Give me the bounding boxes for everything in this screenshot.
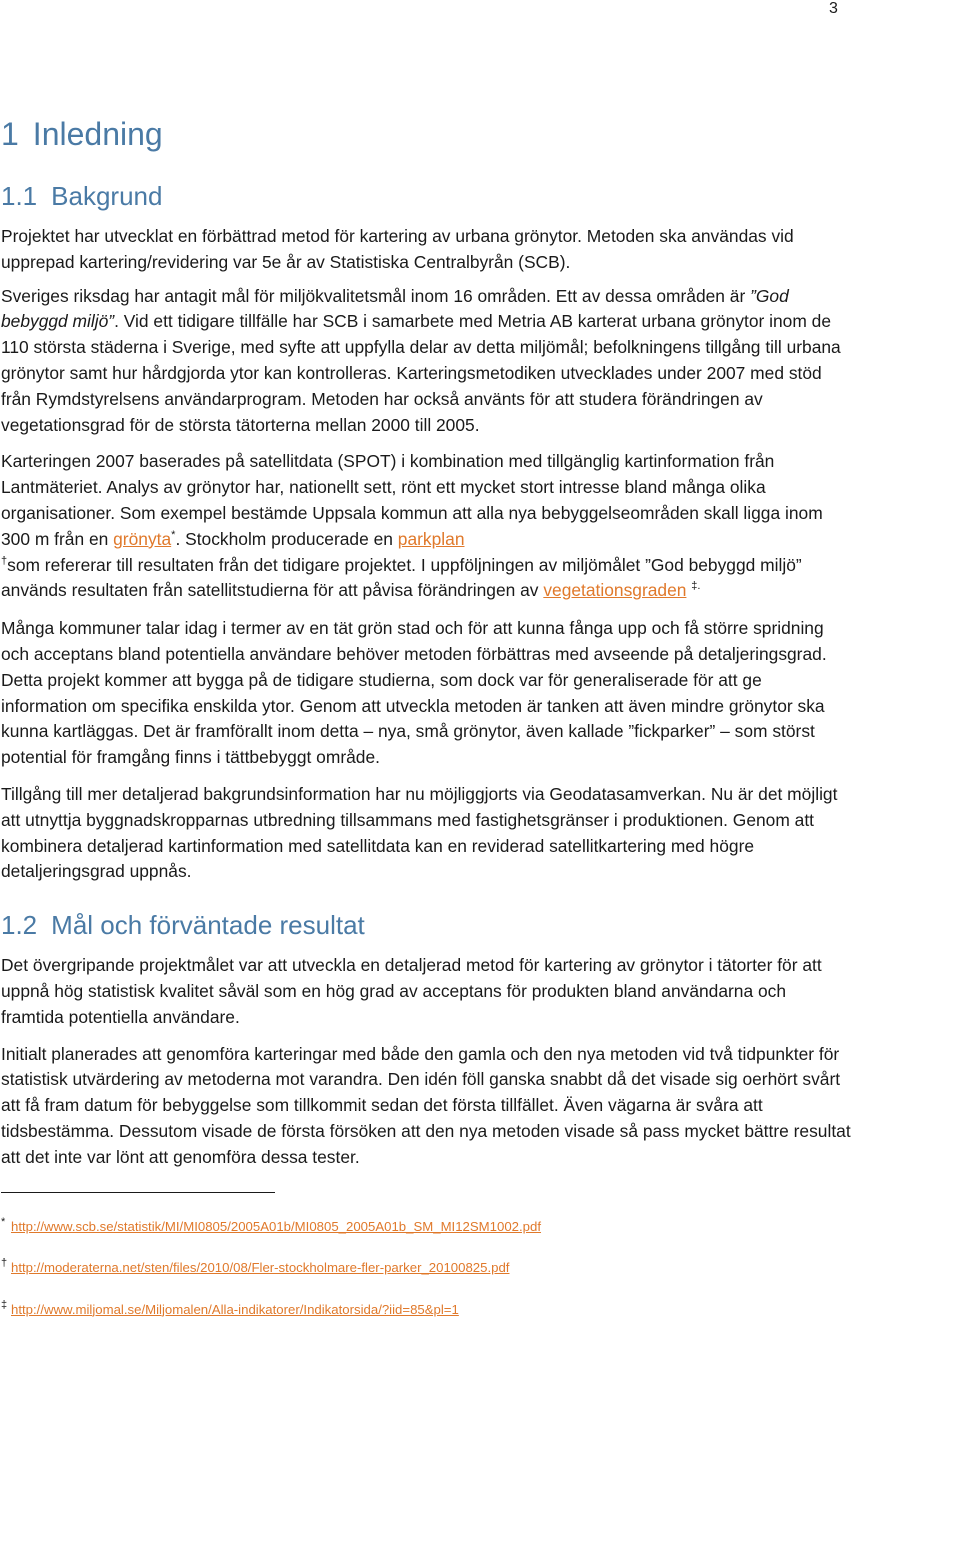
paragraph-1: Projektet har utvecklat en förbättrad metod för kartering av urbana grönytor. Metoden ska användas vid upprepad kartering/revidering var 5e år av Statistiska Centralbyrån (SCB). <box>1 226 794 272</box>
footnote-ref-3[interactable]: ‡. <box>691 580 701 593</box>
page-number: 3 <box>829 0 838 17</box>
section-number: 1.1 <box>1 181 38 211</box>
paragraph-3-part-c: som refererar till resultaten från det tidigare projektet. I uppföljningen av miljömålet ”God bebyggd miljö” används resultaten från satellitstudierna för att påvisa förändringen av <box>1 554 802 601</box>
chapter-title: Inledning <box>32 116 163 152</box>
footnote-separator <box>1 1192 275 1193</box>
section-heading-bakgrund <box>1 178 851 214</box>
section-title: Bakgrund <box>51 181 163 211</box>
chapter-number: 1 <box>1 116 19 152</box>
paragraph-2 <box>1 284 851 439</box>
paragraph-3-part-b: . Stockholm producerade en <box>175 528 398 549</box>
paragraph-6: Det övergripande projektmålet var att utveckla en detaljerad metod för kartering av grönytor i tätorter för att uppnå hög statistisk kvalitet såväl som en hög grad av acceptans för produkten bland användarna och framtida potentiella användare. <box>1 955 822 1027</box>
link-vegetationsgraden[interactable]: vegetationsgraden <box>543 580 687 601</box>
footnote-ref-1[interactable]: * <box>171 528 176 541</box>
footnote-mark: * <box>1 1215 6 1228</box>
paragraph-2-italic: ”God bebyggd miljö” <box>1 285 789 332</box>
footnote-1 <box>1 1213 851 1236</box>
paragraph-3 <box>1 449 851 604</box>
link-parkplan[interactable]: parkplan <box>397 528 465 549</box>
footnote-link-2[interactable]: http://moderaterna.net/sten/files/2010/08/Fler-stockholmare-fler-parker_20100825.pdf <box>11 1259 510 1275</box>
footnote-3 <box>1 1296 851 1319</box>
section-number: 1.2 <box>1 910 38 941</box>
footnote-mark: ‡ <box>1 1298 8 1311</box>
paragraph-4: Många kommuner talar idag i termer av en tät grön stad och för att kunna fånga upp och få större spridning och acceptans bland potentiella användare behöver metoden förbättras med avseende på detaljeringsgrad. Detta projekt kommer att bygga på de tidigare studierna, som dock var för generaliserade för att ge information om specifika enskilda ytor. Genom att utveckla metoden är tanken att även mindre grönytor ska kunna kartläggas. Det är framförallt inom detta – nya, små grönytor, även kallade ”fickparker” – som störst potential för framgång finns i tättbebyggt område. <box>1 618 827 768</box>
paragraph-2-part-a: Sveriges riksdag har antagit mål för miljökvalitetsmål inom 16 områden. Ett av dessa områden är <box>1 285 751 306</box>
footnote-mark: † <box>1 1256 8 1269</box>
link-gronyta[interactable]: grönyta <box>113 528 172 549</box>
paragraph-7: Initialt planerades att genomföra karteringar med både den gamla och den nya metoden vid två tidpunkter för statistisk utvärdering av metoderna mot varandra. Den idén föll ganska snabbt då det visade sig oerhört svårt att få fram datum för bebyggelse som tillkommit sedan det första tillfället. Även vägarna är svåra att tidsbestämma. Dessutom visade de första försöken att den nya metoden visade så pass mycket bättre resultat att det inte var lönt att genomföra dessa tester. <box>1 1043 851 1167</box>
section-heading-mal <box>1 907 851 943</box>
paragraph-2-part-b: . Vid ett tidigare tillfälle har SCB i samarbete med Metria AB karterat urbana grönytor inom de 110 största städerna i Sverige, med syfte att uppfylla delar av detta miljömål; befolkningens tillgång till urbana grönytor samt hur hårdgjorda ytor kan kontrolleras. Karteringsmetodiken utvecklades under 2007 med stöd från Rymdstyrelsens användarprogram. Metoden har också använts för att studera förändringen av vegetationsgrad för de största tätorterna mellan 2000 till 2005. <box>1 311 841 435</box>
footnote-link-1[interactable]: http://www.scb.se/statistik/MI/MI0805/2005A01b/MI0805_2005A01b_SM_MI12SM1002.pdf <box>11 1218 542 1234</box>
footnote-link-3[interactable]: http://www.miljomal.se/Miljomalen/Alla-indikatorer/Indikatorsida/?iid=85&pl=1 <box>11 1301 459 1317</box>
document-body <box>1 112 851 1319</box>
footnote-2 <box>1 1254 851 1277</box>
paragraph-3-part-a: Karteringen 2007 baserades på satellitdata (SPOT) i kombination med tillgänglig kartinformation från Lantmäteriet. Analys av grönytor har, nationellt sett, rönt ett mycket stort intresse bland många olika organisationer. Som exempel bestämde Uppsala kommun att alla nya bebyggelseområden skall ligga inom 300 m från en <box>1 451 823 549</box>
footnote-ref-2[interactable]: † <box>1 554 8 567</box>
section-title: Mål och förväntade resultat <box>51 910 365 941</box>
paragraph-5: Tillgång till mer detaljerad bakgrundsinformation har nu möjliggjorts via Geodatasamverkan. Nu är det möjligt att utnyttja byggnadskropparnas utbredning tillsammans med fastighetsgränser i produktionen. Genom att kombinera detaljerad kartinformation med satellitdata kan en reviderad satellitkartering med högre detaljeringsgrad uppnås. <box>1 783 838 882</box>
chapter-heading <box>1 112 851 156</box>
